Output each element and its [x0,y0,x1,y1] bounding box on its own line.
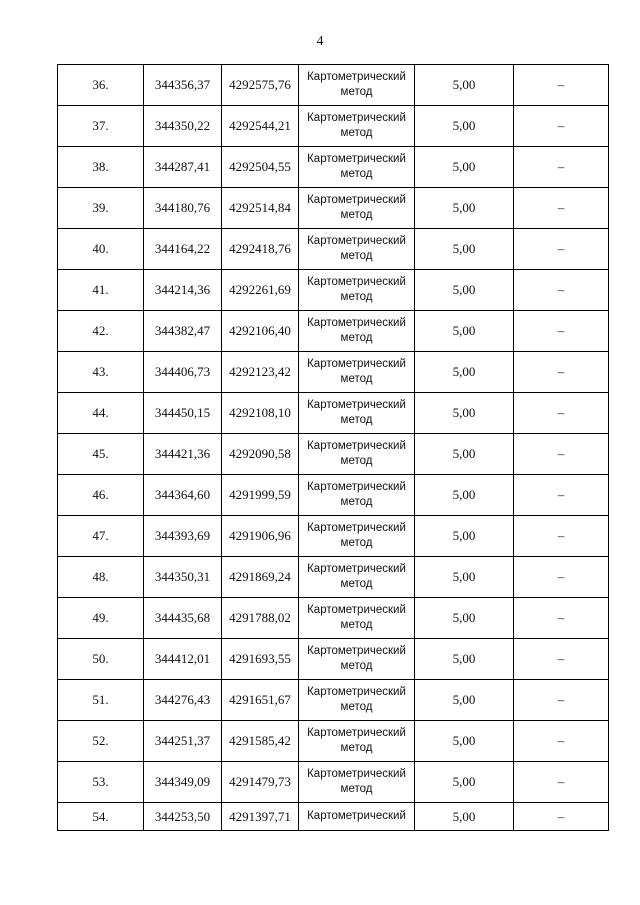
accuracy-text: 5,00 [452,323,476,338]
accuracy-text: 5,00 [452,774,476,789]
table-row [58,229,609,270]
x-coordinate-text: 344180,76 [154,200,211,215]
x-coordinate-cell [144,434,222,475]
y-coordinate-cell [222,270,299,311]
method-text: Картометрический метод [307,686,406,713]
accuracy-text: 5,00 [452,200,476,215]
x-coordinate-text: 344356,37 [154,77,211,92]
point-number-cell [58,434,144,475]
note-text: – [557,77,565,92]
x-coordinate-text: 344253,50 [154,808,211,824]
accuracy-text: 5,00 [452,808,476,824]
note-cell [514,188,609,229]
x-coordinate-text: 344350,22 [154,118,211,133]
table-row [58,762,609,803]
x-coordinate-cell [144,106,222,147]
y-coordinate-text: 4292090,58 [229,446,291,461]
accuracy-text: 5,00 [452,528,476,543]
x-coordinate-cell [144,393,222,434]
x-coordinate-text: 344214,36 [154,282,211,297]
point-number-cell [58,393,144,434]
point-number-text: 52. [92,733,109,748]
point-number-text: 40. [92,241,109,256]
table-row [58,598,609,639]
point-number-cell [58,557,144,598]
y-coordinate-text: 4292108,10 [229,405,291,420]
note-text: – [557,200,565,215]
x-coordinate-cell [144,680,222,721]
method-cell [299,598,415,639]
accuracy-cell [415,639,514,680]
point-number-text: 44. [92,405,109,420]
method-cell [299,557,415,598]
point-number-text: 47. [92,528,109,543]
x-coordinate-cell [144,188,222,229]
point-number-text: 41. [92,282,109,297]
y-coordinate-text: 4291397,71 [229,808,291,824]
note-cell [514,65,609,106]
note-cell [514,147,609,188]
y-coordinate-text: 4291788,02 [229,610,291,625]
accuracy-text: 5,00 [452,405,476,420]
point-number-cell [58,598,144,639]
method-cell [299,147,415,188]
x-coordinate-text: 344412,01 [154,651,211,666]
page-number: 4 [316,34,324,49]
method-cell [299,352,415,393]
note-cell [514,475,609,516]
method-text: Картометрический метод [307,399,406,426]
method-text: Картометрический метод [307,112,406,139]
y-coordinate-cell [222,65,299,106]
note-text: – [557,733,565,748]
method-cell [299,188,415,229]
y-coordinate-text: 4292106,40 [229,323,291,338]
method-text: Картометрический метод [307,440,406,467]
y-coordinate-text: 4291585,42 [229,733,291,748]
table-row [58,803,609,831]
method-cell [299,721,415,762]
note-text: – [557,692,565,707]
table-row [58,393,609,434]
y-coordinate-text: 4292123,42 [229,364,291,379]
y-coordinate-cell [222,762,299,803]
accuracy-cell [415,229,514,270]
method-text: Картометрический метод [307,153,406,180]
x-coordinate-cell [144,270,222,311]
table-row [58,639,609,680]
method-cell [299,762,415,803]
x-coordinate-text: 344350,31 [154,569,211,584]
point-number-cell [58,680,144,721]
x-coordinate-text: 344421,36 [154,446,211,461]
y-coordinate-cell [222,721,299,762]
point-number-cell [58,188,144,229]
table-row [58,311,609,352]
y-coordinate-text: 4291869,24 [229,569,291,584]
x-coordinate-text: 344450,15 [154,405,211,420]
accuracy-text: 5,00 [452,159,476,174]
note-text: – [557,610,565,625]
x-coordinate-text: 344393,69 [154,528,211,543]
accuracy-cell [415,65,514,106]
note-text: – [557,569,565,584]
note-cell [514,557,609,598]
accuracy-cell [415,393,514,434]
x-coordinate-text: 344406,73 [154,364,211,379]
y-coordinate-cell [222,393,299,434]
method-cell [299,803,415,831]
x-coordinate-text: 344276,43 [154,692,211,707]
note-cell [514,352,609,393]
point-number-text: 43. [92,364,109,379]
table-row [58,680,609,721]
table-row [58,270,609,311]
table-row [58,516,609,557]
point-number-text: 38. [92,159,109,174]
x-coordinate-cell [144,762,222,803]
method-cell [299,475,415,516]
accuracy-cell [415,598,514,639]
accuracy-text: 5,00 [452,77,476,92]
method-cell [299,270,415,311]
table-row [58,721,609,762]
y-coordinate-text: 4292514,84 [229,200,291,215]
x-coordinate-text: 344364,60 [154,487,211,502]
point-number-text: 42. [92,323,109,338]
y-coordinate-text: 4291479,73 [229,774,291,789]
point-number-cell [58,229,144,270]
point-number-cell [58,803,144,831]
x-coordinate-cell [144,65,222,106]
accuracy-text: 5,00 [452,610,476,625]
note-text: – [557,808,565,824]
x-coordinate-cell [144,721,222,762]
note-cell [514,393,609,434]
table-row [58,434,609,475]
note-text: – [557,487,565,502]
point-number-cell [58,352,144,393]
point-number-cell [58,762,144,803]
method-text: Картометрический метод [307,317,406,344]
note-cell [514,229,609,270]
method-text: Картометрический метод [307,71,406,98]
table-row [58,147,609,188]
method-cell [299,516,415,557]
y-coordinate-text: 4291906,96 [229,528,291,543]
accuracy-cell [415,762,514,803]
table-row [58,475,609,516]
point-number-cell [58,311,144,352]
accuracy-cell [415,106,514,147]
accuracy-cell [415,680,514,721]
note-text: – [557,241,565,256]
note-cell [514,639,609,680]
x-coordinate-cell [144,598,222,639]
y-coordinate-text: 4292504,55 [229,159,291,174]
point-number-text: 46. [92,487,109,502]
x-coordinate-text: 344164,22 [154,241,211,256]
y-coordinate-cell [222,311,299,352]
y-coordinate-cell [222,516,299,557]
accuracy-text: 5,00 [452,446,476,461]
method-cell [299,639,415,680]
point-number-text: 51. [92,692,109,707]
y-coordinate-text: 4292418,76 [229,241,291,256]
note-cell [514,434,609,475]
x-coordinate-cell [144,639,222,680]
accuracy-text: 5,00 [452,733,476,748]
point-number-cell [58,270,144,311]
note-cell [514,762,609,803]
y-coordinate-text: 4292575,76 [229,77,291,92]
method-cell [299,65,415,106]
method-cell [299,680,415,721]
method-cell [299,311,415,352]
y-coordinate-cell [222,352,299,393]
method-text: Картометрический метод [307,522,406,549]
method-cell [299,229,415,270]
y-coordinate-text: 4291651,67 [229,692,291,707]
y-coordinate-text: 4291999,59 [229,487,291,502]
note-text: – [557,528,565,543]
x-coordinate-text: 344251,37 [154,733,211,748]
note-cell [514,106,609,147]
note-cell [514,680,609,721]
y-coordinate-cell [222,475,299,516]
point-number-text: 36. [92,77,109,92]
y-coordinate-cell [222,434,299,475]
method-text: Картометрический метод [307,604,406,631]
note-text: – [557,323,565,338]
x-coordinate-cell [144,147,222,188]
accuracy-text: 5,00 [452,241,476,256]
method-text: Картометрический метод [307,276,406,303]
accuracy-cell [415,803,514,831]
accuracy-text: 5,00 [452,651,476,666]
point-number-cell [58,475,144,516]
point-number-text: 54. [92,808,109,824]
method-text: Картометрический метод [307,235,406,262]
method-text: Картометрический метод [307,358,406,385]
accuracy-text: 5,00 [452,282,476,297]
accuracy-text: 5,00 [452,487,476,502]
accuracy-cell [415,147,514,188]
y-coordinate-cell [222,188,299,229]
x-coordinate-cell [144,516,222,557]
point-number-text: 48. [92,569,109,584]
accuracy-text: 5,00 [452,364,476,379]
accuracy-cell [415,475,514,516]
method-text: Картометрический метод [307,645,406,672]
accuracy-cell [415,270,514,311]
table-row [58,352,609,393]
y-coordinate-text: 4291693,55 [229,651,291,666]
accuracy-cell [415,434,514,475]
table-row [58,65,609,106]
point-number-cell [58,639,144,680]
method-text: Картометрический [307,810,406,822]
note-text: – [557,405,565,420]
y-coordinate-cell [222,680,299,721]
y-coordinate-text: 4292261,69 [229,282,291,297]
accuracy-text: 5,00 [452,569,476,584]
accuracy-cell [415,352,514,393]
point-number-text: 53. [92,774,109,789]
x-coordinate-cell [144,229,222,270]
accuracy-cell [415,557,514,598]
method-cell [299,106,415,147]
x-coordinate-cell [144,475,222,516]
method-text: Картометрический метод [307,727,406,754]
accuracy-cell [415,516,514,557]
accuracy-cell [415,188,514,229]
y-coordinate-cell [222,639,299,680]
point-number-cell [58,721,144,762]
point-number-text: 50. [92,651,109,666]
point-number-text: 39. [92,200,109,215]
x-coordinate-cell [144,352,222,393]
method-cell [299,393,415,434]
x-coordinate-cell [144,803,222,831]
x-coordinate-cell [144,557,222,598]
table-row [58,188,609,229]
point-number-text: 45. [92,446,109,461]
coordinates-table-body [58,65,609,831]
method-text: Картометрический метод [307,194,406,221]
x-coordinate-cell [144,311,222,352]
note-text: – [557,282,565,297]
y-coordinate-text: 4292544,21 [229,118,291,133]
note-cell [514,311,609,352]
table-row [58,106,609,147]
note-cell [514,721,609,762]
y-coordinate-cell [222,229,299,270]
x-coordinate-text: 344287,41 [154,159,211,174]
table-row [58,557,609,598]
y-coordinate-cell [222,106,299,147]
method-cell [299,434,415,475]
point-number-cell [58,516,144,557]
method-text: Картометрический метод [307,768,406,795]
coordinates-table [57,64,609,831]
point-number-cell [58,106,144,147]
method-text: Картометрический метод [307,563,406,590]
point-number-cell [58,147,144,188]
note-cell [514,803,609,831]
method-text: Картометрический метод [307,481,406,508]
note-text: – [557,118,565,133]
note-cell [514,598,609,639]
note-text: – [557,774,565,789]
accuracy-text: 5,00 [452,118,476,133]
accuracy-cell [415,721,514,762]
note-text: – [557,364,565,379]
y-coordinate-cell [222,557,299,598]
x-coordinate-text: 344382,47 [154,323,211,338]
x-coordinate-text: 344435,68 [154,610,211,625]
note-text: – [557,446,565,461]
note-text: – [557,651,565,666]
point-number-cell [58,65,144,106]
note-cell [514,516,609,557]
point-number-text: 37. [92,118,109,133]
note-cell [514,270,609,311]
accuracy-text: 5,00 [452,692,476,707]
accuracy-cell [415,311,514,352]
y-coordinate-cell [222,803,299,831]
note-text: – [557,159,565,174]
y-coordinate-cell [222,147,299,188]
y-coordinate-cell [222,598,299,639]
x-coordinate-text: 344349,09 [154,774,211,789]
point-number-text: 49. [92,610,109,625]
